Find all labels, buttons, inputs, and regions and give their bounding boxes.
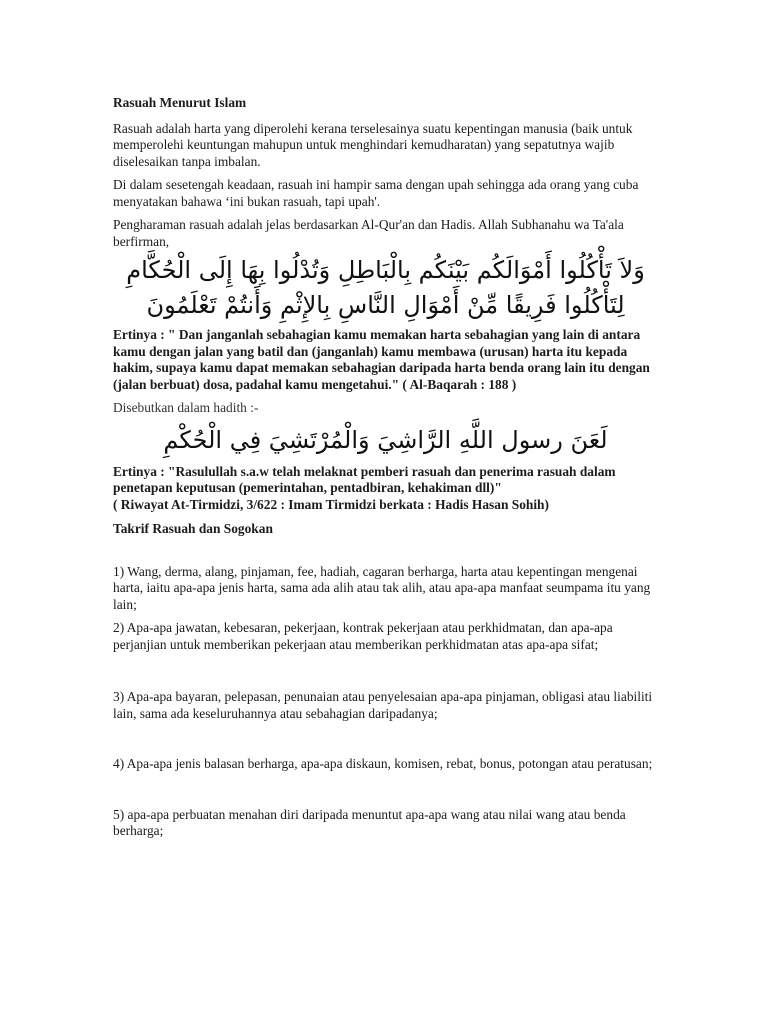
document-page	[113, 95, 658, 847]
hadith-intro: Disebutkan dalam hadith :-	[113, 400, 259, 415]
hadith-arabic: لَعَنَ رسول اللَّهِ الرَّاشِيَ وَالْمُرْتَشِيَ فِي الْحُكْمِ	[163, 425, 608, 454]
verse-translation: Ertinya : " Dan janganlah sebahagian kamu memakan harta sebahagian yang lain di antara kamu dengan jalan yang batil dan (janganlah) kamu membawa (urusan) harta itu kepada hakim, supaya kamu dapat memakan sebahagian daripada harta benda orang lain itu dengan (jalan berbuat) dosa, padahal kamu mengetahui." ( Al-Baqarah : 188 )	[113, 327, 650, 392]
list-item-4: 4) Apa-apa jenis balasan berharga, apa-apa diskaun, komisen, rebat, bonus, potongan atau peratusan;	[113, 756, 653, 771]
paragraph-upah: Di dalam sesetengah keadaan, rasuah ini hampir sama dengan upah sehingga ada orang yang cuba menyatakan bahawa ‘ini bukan rasuah, tapi upah'.	[113, 177, 639, 209]
quran-verse-line-2: لِتَأْكُلُوا فَرِيقًا مِّنْ أَمْوَالِ النَّاسِ بِالإِثْمِ وَأَنتُمْ تَعْلَمُونَ	[146, 291, 625, 319]
quran-verse-line-1: وَلاَ تَأْكُلُوا أَمْوَالَكُم بَيْنَكُم بِالْبَاطِلِ وَتُدْلُوا بِهَا إِلَى الْحُكَّامِ	[126, 256, 645, 284]
list-item-2: 2) Apa-apa jawatan, kebesaran, pekerjaan, kontrak pekerjaan atau perkhidmatan, dan apa-apa perjanjian untuk memberikan pekerjaan atau memberikan perkhidmatan atas apa-apa sifat;	[113, 620, 613, 652]
quran-verse	[113, 253, 658, 323]
list-item-3: 3) Apa-apa bayaran, pelepasan, penunaian atau penyelesaian apa-apa pinjaman, obligasi atau liabiliti lain, sama ada keseluruhannya atau sebahagian daripadanya;	[113, 689, 653, 721]
paragraph-pengharaman: Pengharaman rasuah adalah jelas berdasarkan Al-Qur'an dan Hadis. Allah Subhanahu wa Ta'ala berfirman,	[113, 217, 624, 249]
hadith-translation: Ertinya : "Rasulullah s.a.w telah melaknat pemberi rasuah dan penerima rasuah dalam penetapan keputusan (pemerintahan, pentadbiran, kehakiman dll)"	[113, 463, 616, 495]
paragraph-definition: Rasuah adalah harta yang diperolehi kerana terselesainya suatu kepentingan manusia (baik untuk memperolehi keuntungan mahupun untuk menghindari kemudharatan) yang sepatutnya wajib diselesaikan tanpa imbalan.	[113, 120, 633, 169]
list-item-5: 5) apa-apa perbuatan menahan diri daripada menuntut apa-apa wang atau nilai wang atau benda berharga;	[113, 806, 626, 838]
list-item-1: 1) Wang, derma, alang, pinjaman, fee, hadiah, cagaran berharga, harta atau kepentingan mengenai harta, iaitu apa-apa jenis harta, sama ada alih atau tak alih, atau apa-apa manfaat seumpama itu yang lain;	[113, 563, 651, 612]
document-title: Rasuah Menurut Islam	[113, 95, 247, 110]
hadith-riwayat: ( Riwayat At-Tirmidzi, 3/622 : Imam Tirmidzi berkata : Hadis Hasan Sohih)	[113, 496, 549, 512]
section-heading: Takrif Rasuah dan Sogokan	[113, 521, 273, 536]
